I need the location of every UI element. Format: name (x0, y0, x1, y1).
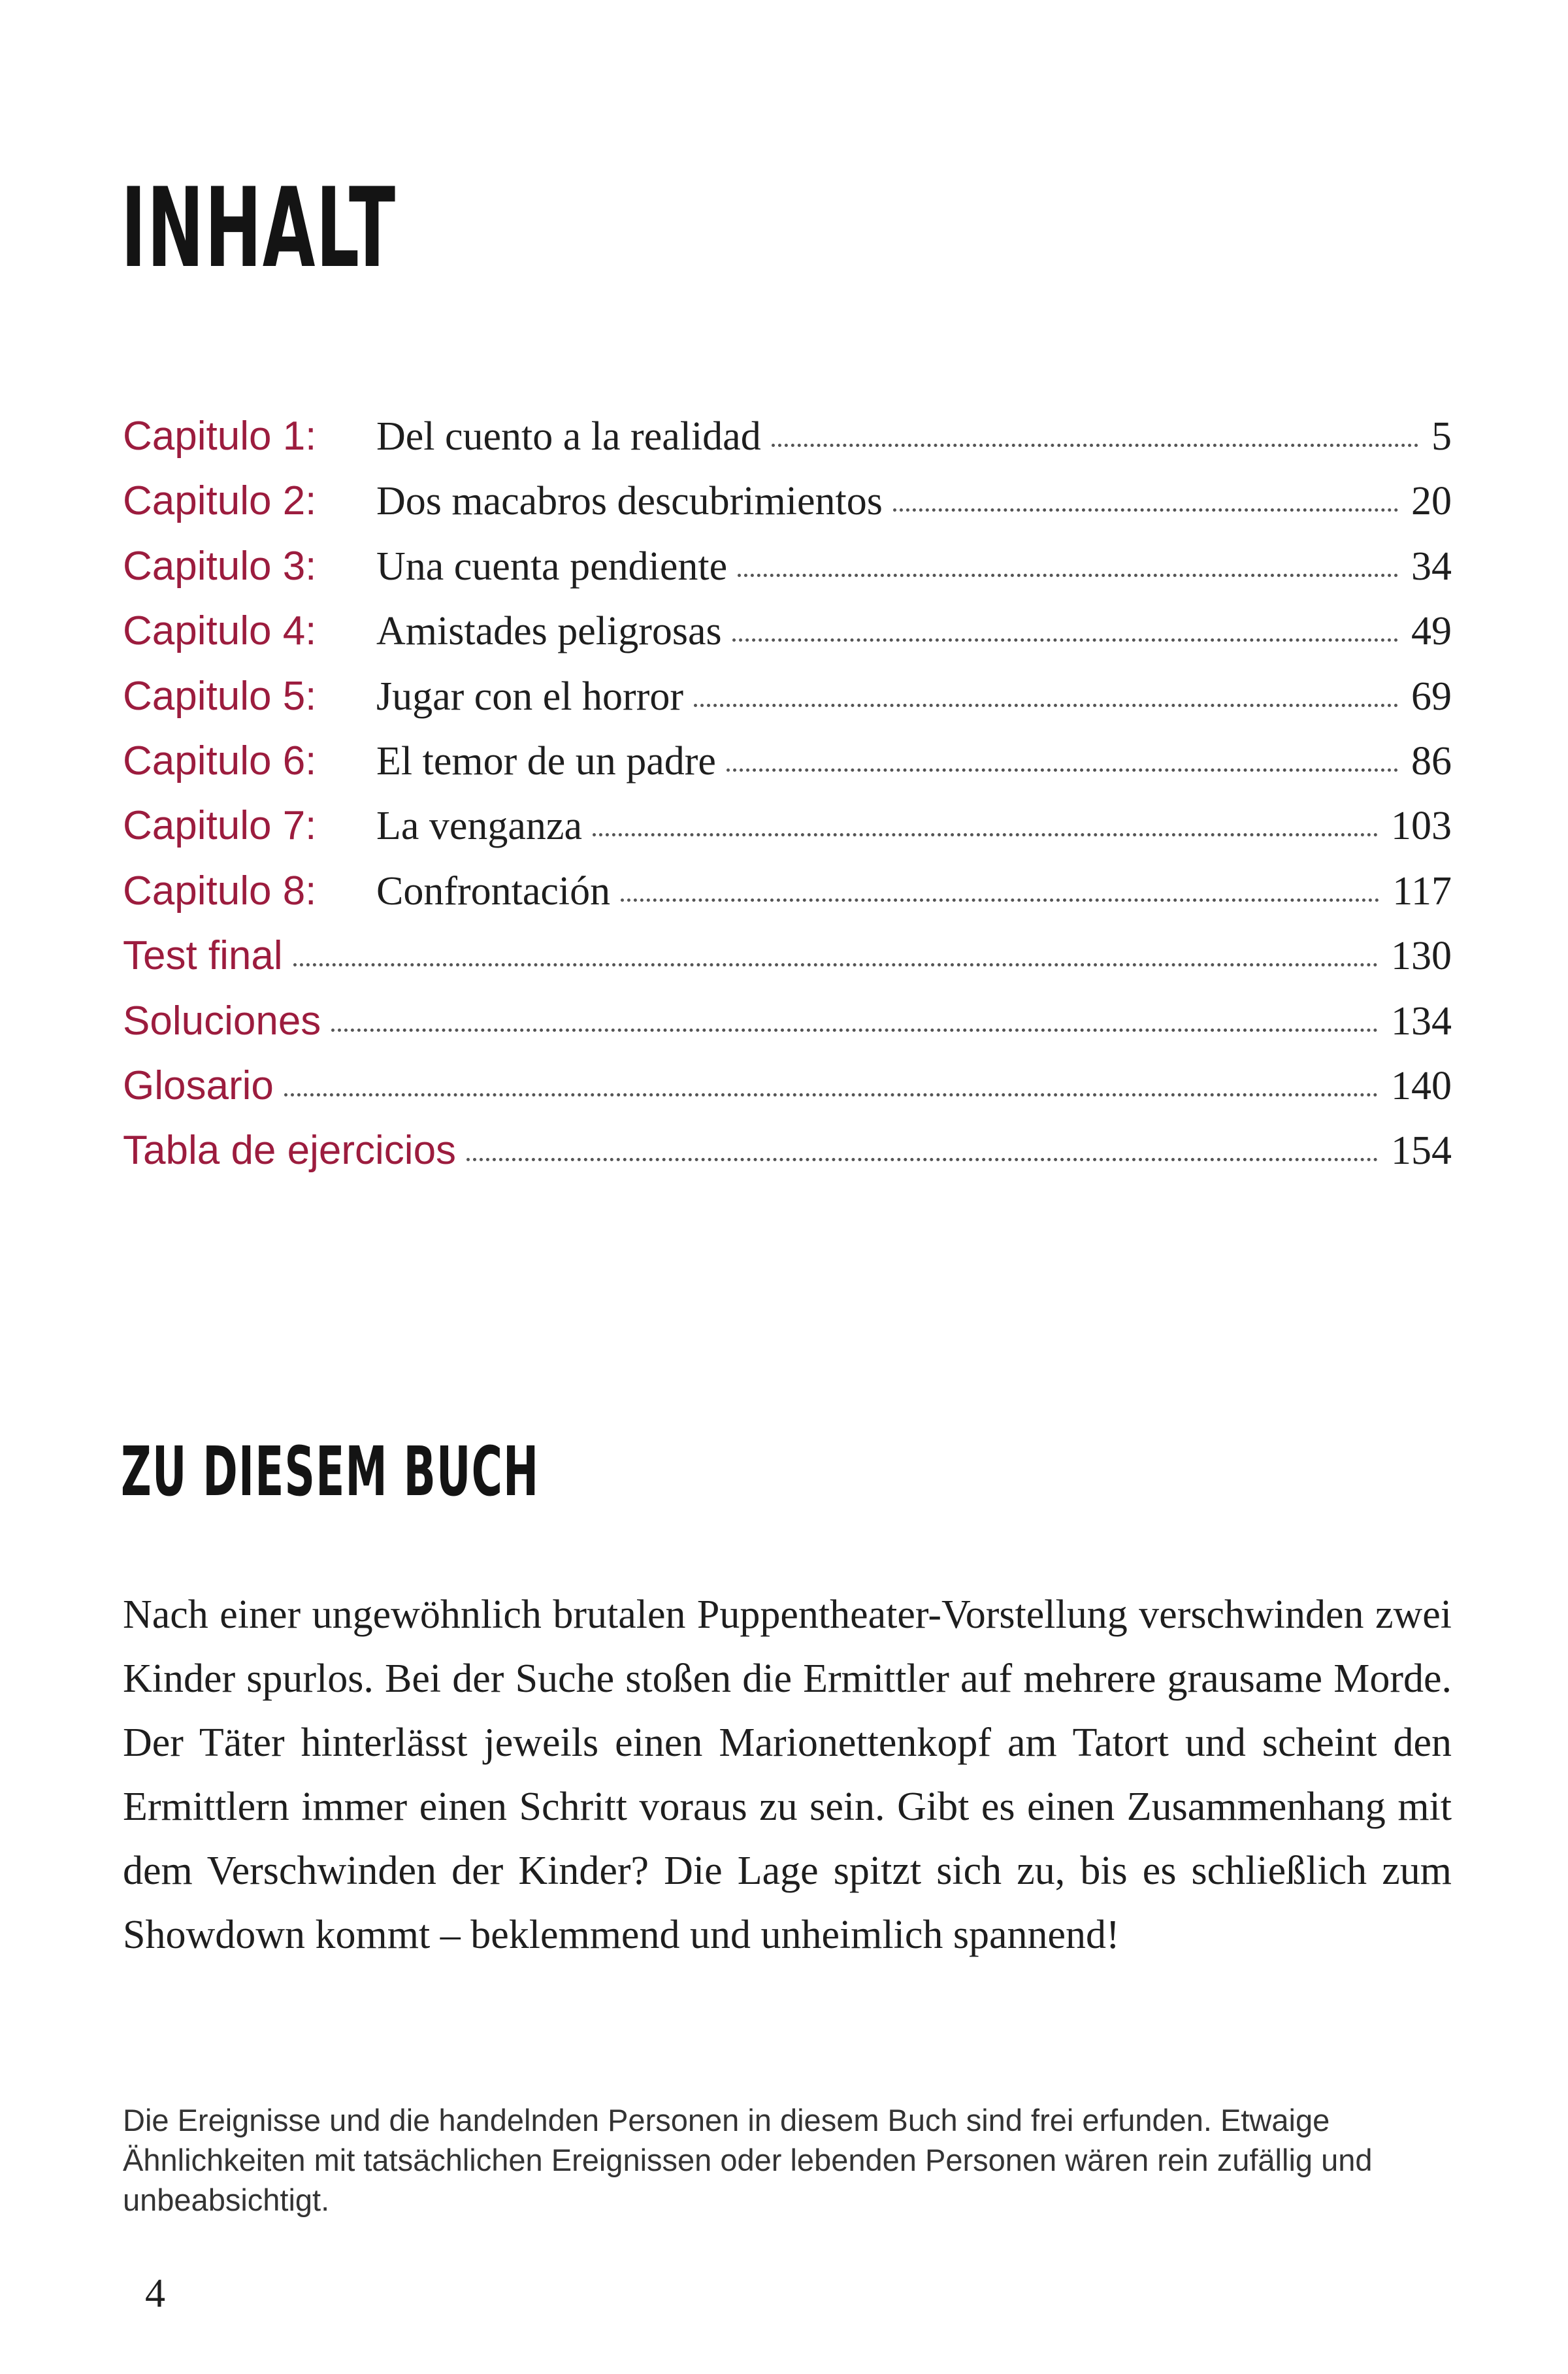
fiction-disclaimer: Die Ereignisse und die handelnden Personen in diesem Buch sind frei erfunden. Etwaige Ähnlichkeiten mit tatsächlichen Ereignissen oder lebenden Personen wären rein zufällig und unbeabsichtigt. (123, 2103, 1373, 2217)
dot-leader (621, 898, 1379, 902)
toc-entry (123, 469, 1452, 533)
toc-entry (123, 793, 1452, 858)
dot-leader (727, 768, 1398, 772)
toc-chapter-title: La venganza (376, 804, 582, 849)
toc-page-number: 5 (1431, 414, 1452, 459)
dot-leader (466, 1158, 1378, 1161)
dot-leader (331, 1029, 1378, 1032)
toc-section-label: Glosario (123, 1063, 274, 1108)
dot-leader (593, 833, 1378, 836)
toc-section-label: Soluciones (123, 998, 321, 1044)
dot-leader (293, 963, 1378, 966)
book-blurb: Nach einer ungewöhnlich brutalen Puppentheater-Vorstellung verschwinden zwei Kinder spurlos. Bei der Suche stoßen die Ermittler auf mehrere grausame Morde. Der Täter hinterlässt jeweils einen Marionettenkopf am Tatort und scheint den Ermittlern immer einen Schritt voraus zu sein. Gibt es einen Zusammenhang mit dem Verschwinden der Kinder? Die Lage spitzt sich zu, bis es schließlich zum Showdown kommt – beklemmend und unheimlich spannend! (123, 1592, 1452, 1957)
toc-entry (123, 1118, 1452, 1183)
toc-page-number: 130 (1391, 934, 1452, 979)
toc-chapter-label: Capitulo 5: (123, 673, 317, 719)
toc-page-number: 49 (1411, 609, 1452, 654)
toc-chapter-title: Del cuento a la realidad (376, 414, 761, 459)
toc-chapter-label: Capitulo 4: (123, 608, 317, 654)
toc-entry (123, 664, 1452, 729)
dot-leader (694, 704, 1398, 707)
toc-entry (123, 923, 1452, 988)
toc-chapter-title: Dos macabros descubrimientos (376, 479, 883, 524)
toc-page-number: 140 (1391, 1063, 1452, 1108)
toc-section-label: Tabla de ejercicios (123, 1128, 457, 1174)
dot-leader (284, 1093, 1378, 1096)
toc-chapter-title: Confrontación (376, 868, 611, 914)
table-of-contents (123, 404, 1452, 1183)
toc-chapter-label: Capitulo 8: (123, 868, 317, 914)
toc-chapter-title: El temor de un padre (376, 738, 716, 783)
toc-chapter-title: Amistades peligrosas (376, 609, 722, 654)
toc-chapter-label: Capitulo 3: (123, 543, 317, 589)
toc-page-number: 103 (1391, 804, 1452, 849)
toc-entry (123, 989, 1452, 1053)
toc-page-number: 69 (1411, 674, 1452, 719)
about-book-heading: ZU DIESEM BUCH (121, 1432, 540, 1511)
toc-entry (123, 404, 1452, 469)
toc-chapter-title: Jugar con el horror (376, 674, 683, 719)
toc-page-number: 134 (1391, 998, 1452, 1044)
toc-chapter-label: Capitulo 6: (123, 738, 317, 783)
dot-leader (738, 574, 1398, 577)
dot-leader (732, 638, 1398, 642)
toc-section-label: Test final (123, 933, 283, 979)
toc-page-number: 86 (1411, 738, 1452, 783)
page-number: 4 (145, 2271, 165, 2316)
contents-heading: INHALT (121, 164, 397, 292)
toc-page-number: 117 (1392, 868, 1452, 914)
toc-page-number: 154 (1391, 1129, 1452, 1174)
dot-leader (893, 508, 1398, 512)
toc-chapter-label: Capitulo 2: (123, 478, 317, 524)
toc-chapter-label: Capitulo 7: (123, 803, 317, 849)
toc-entry (123, 599, 1452, 663)
toc-entry (123, 729, 1452, 793)
toc-chapter-label: Capitulo 1: (123, 414, 317, 459)
toc-entry (123, 859, 1452, 923)
toc-entry (123, 534, 1452, 599)
toc-page-number: 34 (1411, 544, 1452, 589)
toc-entry (123, 1053, 1452, 1118)
toc-page-number: 20 (1411, 479, 1452, 524)
toc-chapter-title: Una cuenta pendiente (376, 544, 728, 589)
dot-leader (772, 444, 1418, 447)
